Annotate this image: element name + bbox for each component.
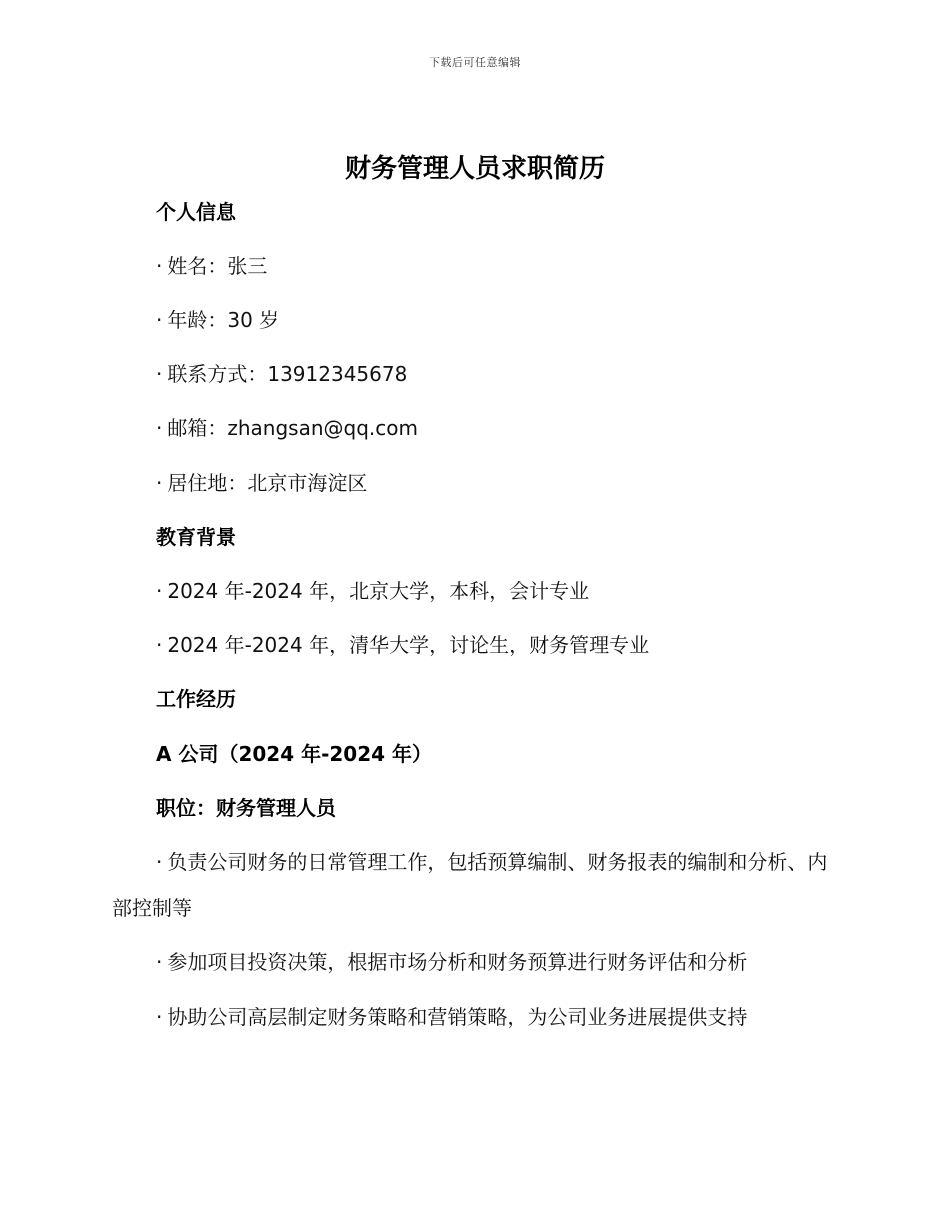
bullet-dot: ·	[156, 850, 163, 874]
page-header-note: 下载后可任意编辑	[429, 56, 521, 69]
work-position: 职位：财务管理人员	[156, 796, 336, 820]
education-item: · 2024 年-2024 年，清华大学，讨论生，财务管理专业	[156, 631, 649, 659]
personal-phone: · 联系方式：13912345678	[156, 360, 407, 388]
personal-address: · 居住地：北京市海淀区	[156, 469, 367, 497]
work-duty: · 协助公司高层制定财务策略和营销策略，为公司业务进展提供支持	[156, 1003, 747, 1031]
personal-name: · 姓名：张三	[156, 252, 267, 280]
section-heading-personal-info: 个人信息	[156, 200, 236, 224]
education-item: · 2024 年-2024 年，北京大学，本科，会计专业	[156, 577, 589, 605]
personal-age: · 年龄：30 岁	[156, 306, 279, 334]
section-heading-education: 教育背景	[156, 525, 236, 549]
work-duty	[112, 839, 832, 931]
section-heading-work-experience: 工作经历	[156, 687, 236, 711]
personal-email: · 邮箱：zhangsan@qq.com	[156, 414, 418, 442]
work-duty: · 参加项目投资决策，根据市场分析和财务预算进行财务评估和分析	[156, 948, 747, 976]
work-company: A 公司（2024 年-2024 年）	[156, 742, 432, 766]
document-title: 财务管理人员求职简历	[344, 154, 605, 184]
work-duty-text: 负责公司财务的日常管理工作，包括预算编制、财务报表的编制和分析、内部控制等	[112, 850, 828, 920]
